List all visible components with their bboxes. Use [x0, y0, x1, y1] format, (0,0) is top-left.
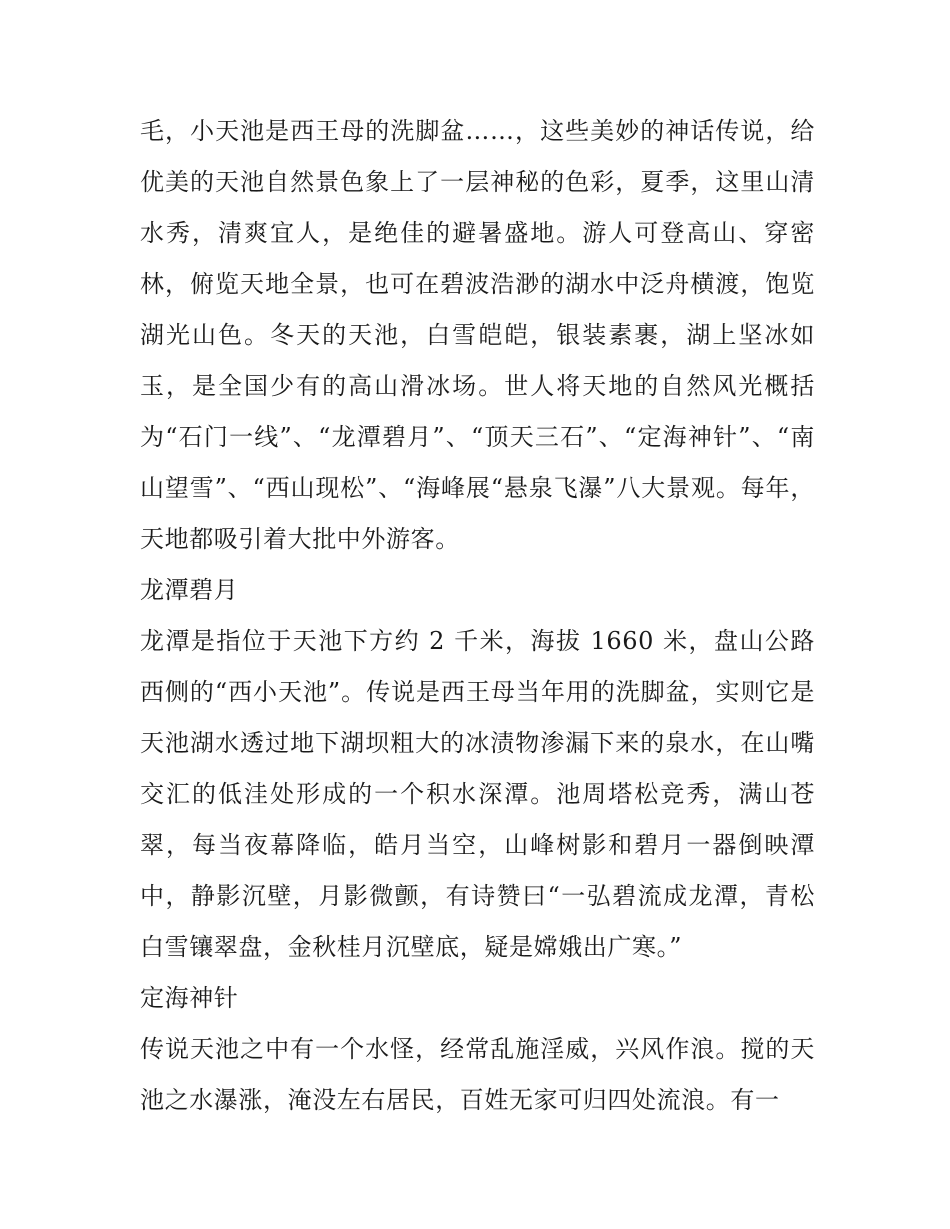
section-heading-longtan-biyue: 龙潭碧月 — [140, 576, 239, 604]
paragraph-3: 传说天池之中有一个水怪，经常乱施淫威，兴风作浪。搅的天池之水瀑涨，淹没左右居民，百姓无家可归四处流浪。有一 — [140, 1035, 815, 1114]
paragraph-2: 龙潭是指位于天池下方约 2 千米，海拔 1660 米，盘山公路西侧的“西小天池”。传说是西王母当年用的洗脚盆，实则它是天池湖水透过地下湖坝粗大的冰渍物渗漏下来的泉水，在山嘴交汇的低洼处形成的一个积水深潭。池周塔松竞秀，满山苍翠，每当夜幕降临，皓月当空，山峰树影和碧月一器倒映潭中，静影沉壁，月影微颤，有诗赞曰“一弘碧流成龙潭，青松白雪镶翠盘，金秋桂月沉壁底，疑是嫦娥出广寒。” — [140, 627, 815, 961]
document-body — [140, 106, 815, 1126]
paragraph-1: 毛，小天池是西王母的洗脚盆……，这些美妙的神话传说，给优美的天池自然景色象上了一层神秘的色彩，夏季，这里山清水秀，清爽宜人，是绝佳的避暑盛地。游人可登高山、穿密林，俯览天地全景，也可在碧波浩渺的湖水中泛舟横渡，饱览湖光山色。冬天的天池，白雪皑皑，银装素裹，湖上坚冰如玉，是全国少有的高山滑冰场。世人将天地的自然风光概括为“石门一线”、“龙潭碧月”、“顶天三石”、“定海神针”、“南山望雪”、“西山现松”、“海峰展“悬泉飞瀑”八大景观。每年，天地都吸引着大批中外游客。 — [140, 117, 815, 553]
section-heading-dinghai-shenzhen: 定海神针 — [140, 984, 239, 1012]
